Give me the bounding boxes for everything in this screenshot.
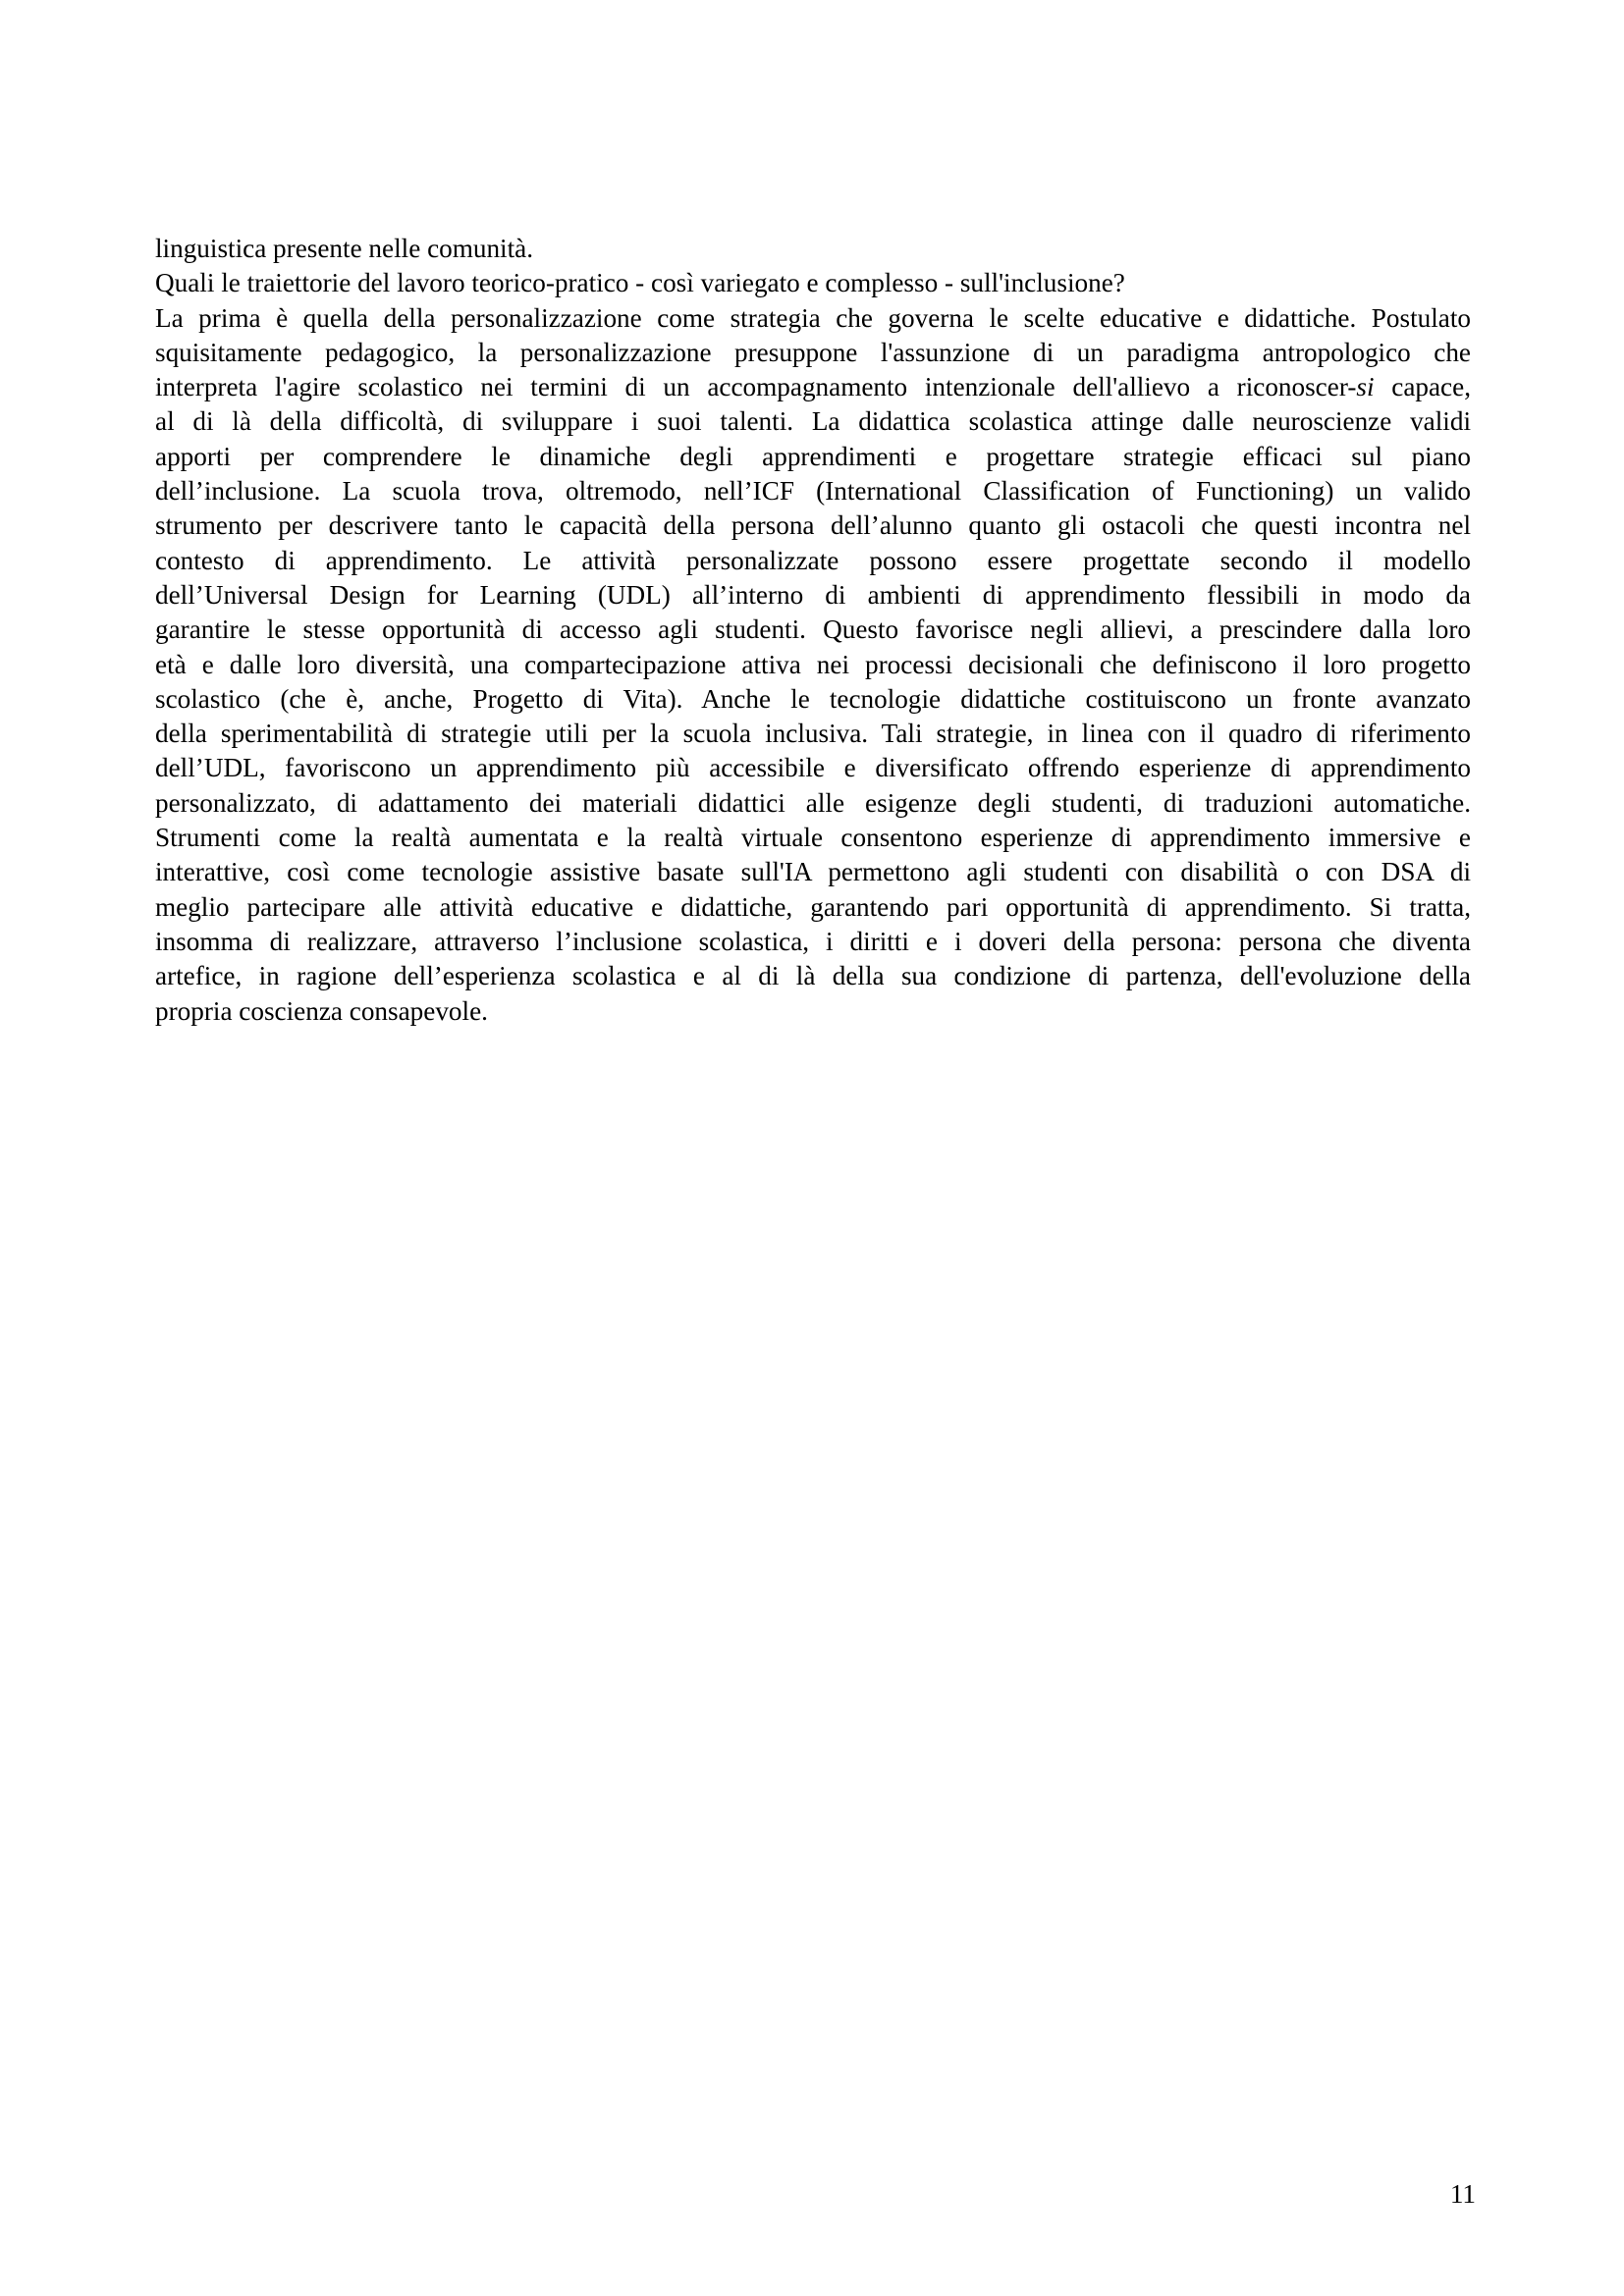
text-line: apporti per comprendere le dinamiche degli apprendimenti e progettare strategie efficaci sul piano <box>155 441 1471 471</box>
text-line: La prima è quella della personalizzazione come strategia che governa le scelte educative e didattiche. Postulato <box>155 302 1471 333</box>
text-line: interattive, così come tecnologie assistive basate sull'IA permettono agli studenti con disabilità o con DSA di <box>155 857 1471 887</box>
page-number: 11 <box>1449 2179 1476 2209</box>
text-line: scolastico (che è, anche, Progetto di Vita). Anche le tecnologie didattiche costituiscono un fronte avanzato <box>155 683 1471 714</box>
text-line: Quali le traiettorie del lavoro teorico-pratico - così variegato e complesso - sull'inclusione? <box>155 268 1125 298</box>
text-line: personalizzato, di adattamento dei materiali didattici alle esigenze degli studenti, di traduzioni automatiche. <box>155 787 1471 818</box>
text-segment: capace, <box>1374 372 1471 402</box>
text-line: meglio partecipare alle attività educative e didattiche, garantendo pari opportunità di apprendimento. Si tratta, <box>155 891 1471 922</box>
text-line: squisitamente pedagogico, la personalizzazione presuppone l'assunzione di un paradigma antropologico che <box>155 337 1471 367</box>
text-line: Strumenti come la realtà aumentata e la realtà virtuale consentono esperienze di apprendimento immersive e <box>155 823 1471 853</box>
text-line: dell’Universal Design for Learning (UDL) all’interno di ambienti di apprendimento flessibili in modo da <box>155 579 1471 610</box>
text-line: contesto di apprendimento. Le attività personalizzate possono essere progettate secondo il modello <box>155 545 1471 575</box>
text-line <box>155 370 1471 404</box>
text-line: dell’inclusione. La scuola trova, oltremodo, nell’ICF (International Classification of Functioning) un valido <box>155 476 1471 507</box>
text-line: età e dalle loro diversità, una compartecipazione attiva nei processi decisionali che definiscono il loro progetto <box>155 649 1471 679</box>
text-line: propria coscienza consapevole. <box>155 995 488 1026</box>
text-line: della sperimentabilità di strategie utili per la scuola inclusiva. Tali strategie, in linea con il quadro di riferimento <box>155 719 1471 749</box>
text-line: linguistica presente nelle comunità. <box>155 234 534 263</box>
text-line: dell’UDL, favoriscono un apprendimento più accessibile e diversificato offrendo esperienze di apprendimento <box>155 753 1471 783</box>
text-segment: interpreta l'agire scolastico nei termini di un accompagnamento intenzionale dell'allievo a riconoscer- <box>155 372 1357 402</box>
text-line: artefice, in ragione dell’esperienza scolastica e al di là della sua condizione di partenza, dell'evoluzione della <box>155 961 1471 991</box>
italic-text: si <box>1356 372 1375 402</box>
text-line: garantire le stesse opportunità di accesso agli studenti. Questo favorisce negli allievi, a prescindere dalla loro <box>155 614 1471 645</box>
body-paragraph <box>155 232 1471 1029</box>
text-line: strumento per descrivere tanto le capacità della persona dell’alunno quanto gli ostacoli che questi incontra nel <box>155 510 1471 541</box>
text-line: al di là della difficoltà, di sviluppare i suoi talenti. La didattica scolastica attinge dalle neuroscienze validi <box>155 406 1471 437</box>
text-line: insomma di realizzare, attraverso l’inclusione scolastica, i diritti e i doveri della persona: persona che diventa <box>155 926 1471 956</box>
